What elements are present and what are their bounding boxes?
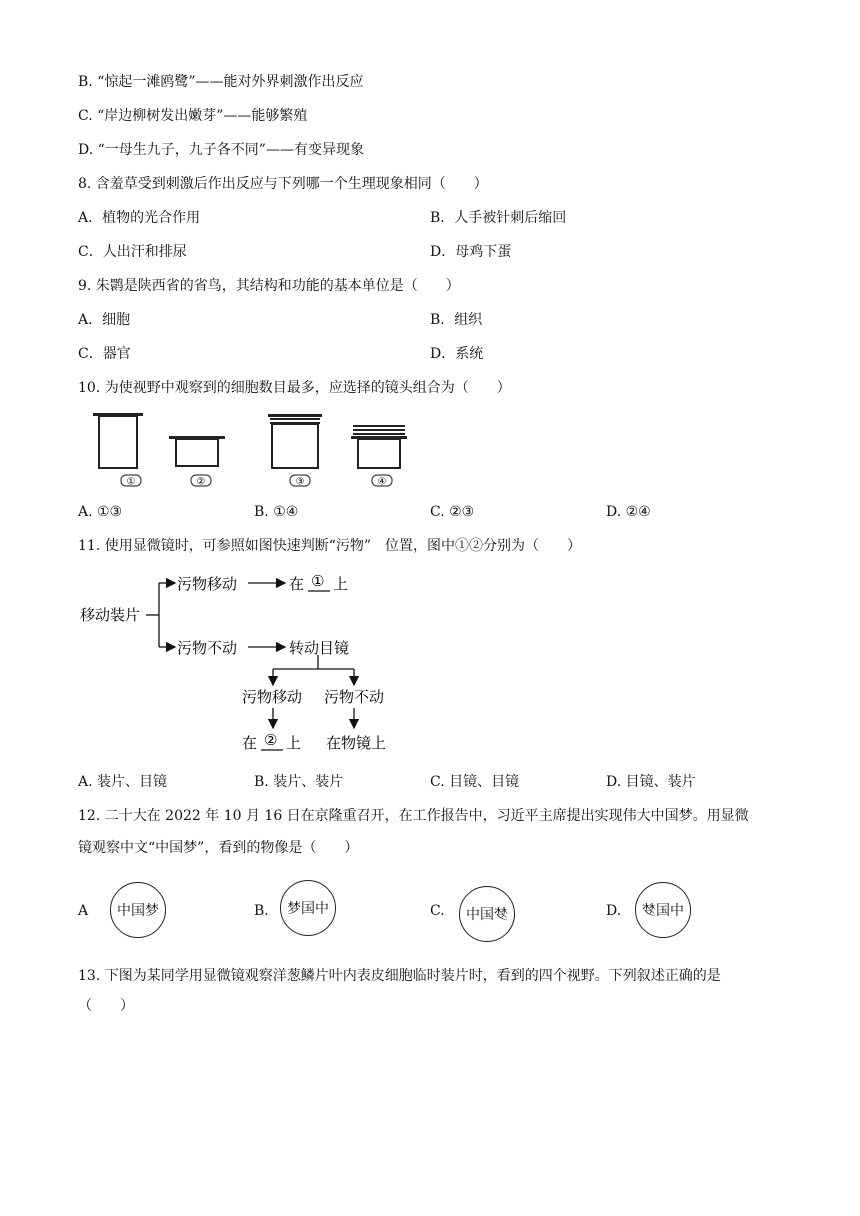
q12-stem-line-2: 镜观察中文“中国梦”，看到的物像是（ ） [78,840,359,856]
q13-stem-line-1: 13. 下图为某同学用显微镜观察洋葱鳞片叶内表皮细胞临时装片时，看到的四个视野。下列叙述正确的是 [78,968,721,984]
q8-option-b: B．人手被针刺后缩回 [430,210,567,226]
q10-option-a: A. ①③ [78,504,123,520]
q12-option-c-text-flipped: 梦 [494,907,508,923]
q8-option-c: C．人出汗和排尿 [78,244,187,260]
lens-3-label: ③ [295,476,305,488]
q12-option-b-letter: B. [254,903,269,919]
lens-2-icon [169,436,225,466]
q8-option-d: D．母鸡下蛋 [430,244,512,260]
flow-on-1-suffix: 上 [333,575,349,593]
q7-option-b: B. “惊起一滩鸥鹭”——能对外界刺激作出反应 [78,74,364,90]
q12-option-c-view [459,886,515,942]
q7-option-c: C. “岸边柳树发出嫩芽”——能够繁殖 [78,108,308,124]
lens-1-label: ① [126,476,136,488]
flow-root: 移动装片 [80,606,141,624]
q7-option-d: D. “一母生九子，九子各不同”——有变异现象 [78,142,364,158]
q12-option-b-view [280,880,336,936]
q12-option-d-view [635,882,691,938]
flow-turn: 转动目镜 [289,639,350,657]
q9-option-d: D．系统 [430,346,484,362]
q10-option-c: C. ②③ [430,504,475,520]
q12-option-d-text-normal: 国中 [656,903,684,919]
flow-mark-1: ① [311,572,325,590]
q11-option-b: B. 装片、装片 [254,774,344,790]
q11-stem: 11. 使用显微镜时，可参照如图快速判断“污物” 位置，图中①②分别为（ ） [78,538,582,554]
q9-option-b: B．组织 [430,312,483,328]
lens-3-icon [268,414,322,468]
q8-stem: 8. 含羞草受到刺激后作出反应与下列哪一个生理现象相同（ ） [78,176,488,192]
q9-option-c: C．器官 [78,346,131,362]
lens-figure [85,405,425,490]
q9-stem: 9. 朱鹮是陕西省的省鸟，其结构和功能的基本单位是（ ） [78,278,460,294]
q10-option-b: B. ①④ [254,504,299,520]
flow-mark-2: ② [264,731,278,749]
flow-on-2-suffix: 上 [286,734,302,752]
flowchart [78,562,418,762]
flow-not-moves: 污物不动 [177,639,238,657]
q12-option-c-text-normal: 中国 [466,907,494,923]
q10-stem: 10. 为使视野中观察到的细胞数目最多，应选择的镜头组合为（ ） [78,380,511,396]
q11-option-c: C. 目镜、目镜 [430,774,520,790]
flow-on-1-prefix: 在 [289,575,305,593]
flow-on-2-prefix: 在 [242,734,258,752]
flow-moves: 污物移动 [177,575,238,593]
q12-option-a-text: 中国梦 [117,903,159,919]
flow-objective: 在物镜上 [326,734,387,752]
q12-option-c-letter: C. [430,903,445,919]
lens-2-label: ② [196,476,206,488]
q11-option-a: A. 装片、目镜 [78,774,168,790]
q12-option-a-letter: A [78,903,89,919]
q10-option-d: D. ②④ [606,504,651,520]
lens-4-label: ④ [377,476,387,488]
lens-1-icon [93,413,143,468]
q11-option-d: D. 目镜、装片 [606,774,696,790]
lens-4-icon [351,425,407,468]
q12-option-a-view [110,882,166,938]
q13-stem-line-2: （ ） [78,998,134,1014]
q12-option-d-letter: D. [606,903,622,919]
q12-stem-line-1: 12. 二十大在 2022 年 10 月 16 日在京隆重召开，在工作报告中，习近平主席提出实现伟大中国梦。用显微 [78,808,749,824]
flow-not-moves-2: 污物不动 [324,688,385,706]
q12-option-b-text: 梦国中 [287,901,329,917]
q9-option-a: A．细胞 [78,312,131,328]
q12-option-d-text-flipped: 梦 [642,903,656,919]
q8-option-a: A．植物的光合作用 [78,210,201,226]
flow-moves-2: 污物移动 [242,688,303,706]
